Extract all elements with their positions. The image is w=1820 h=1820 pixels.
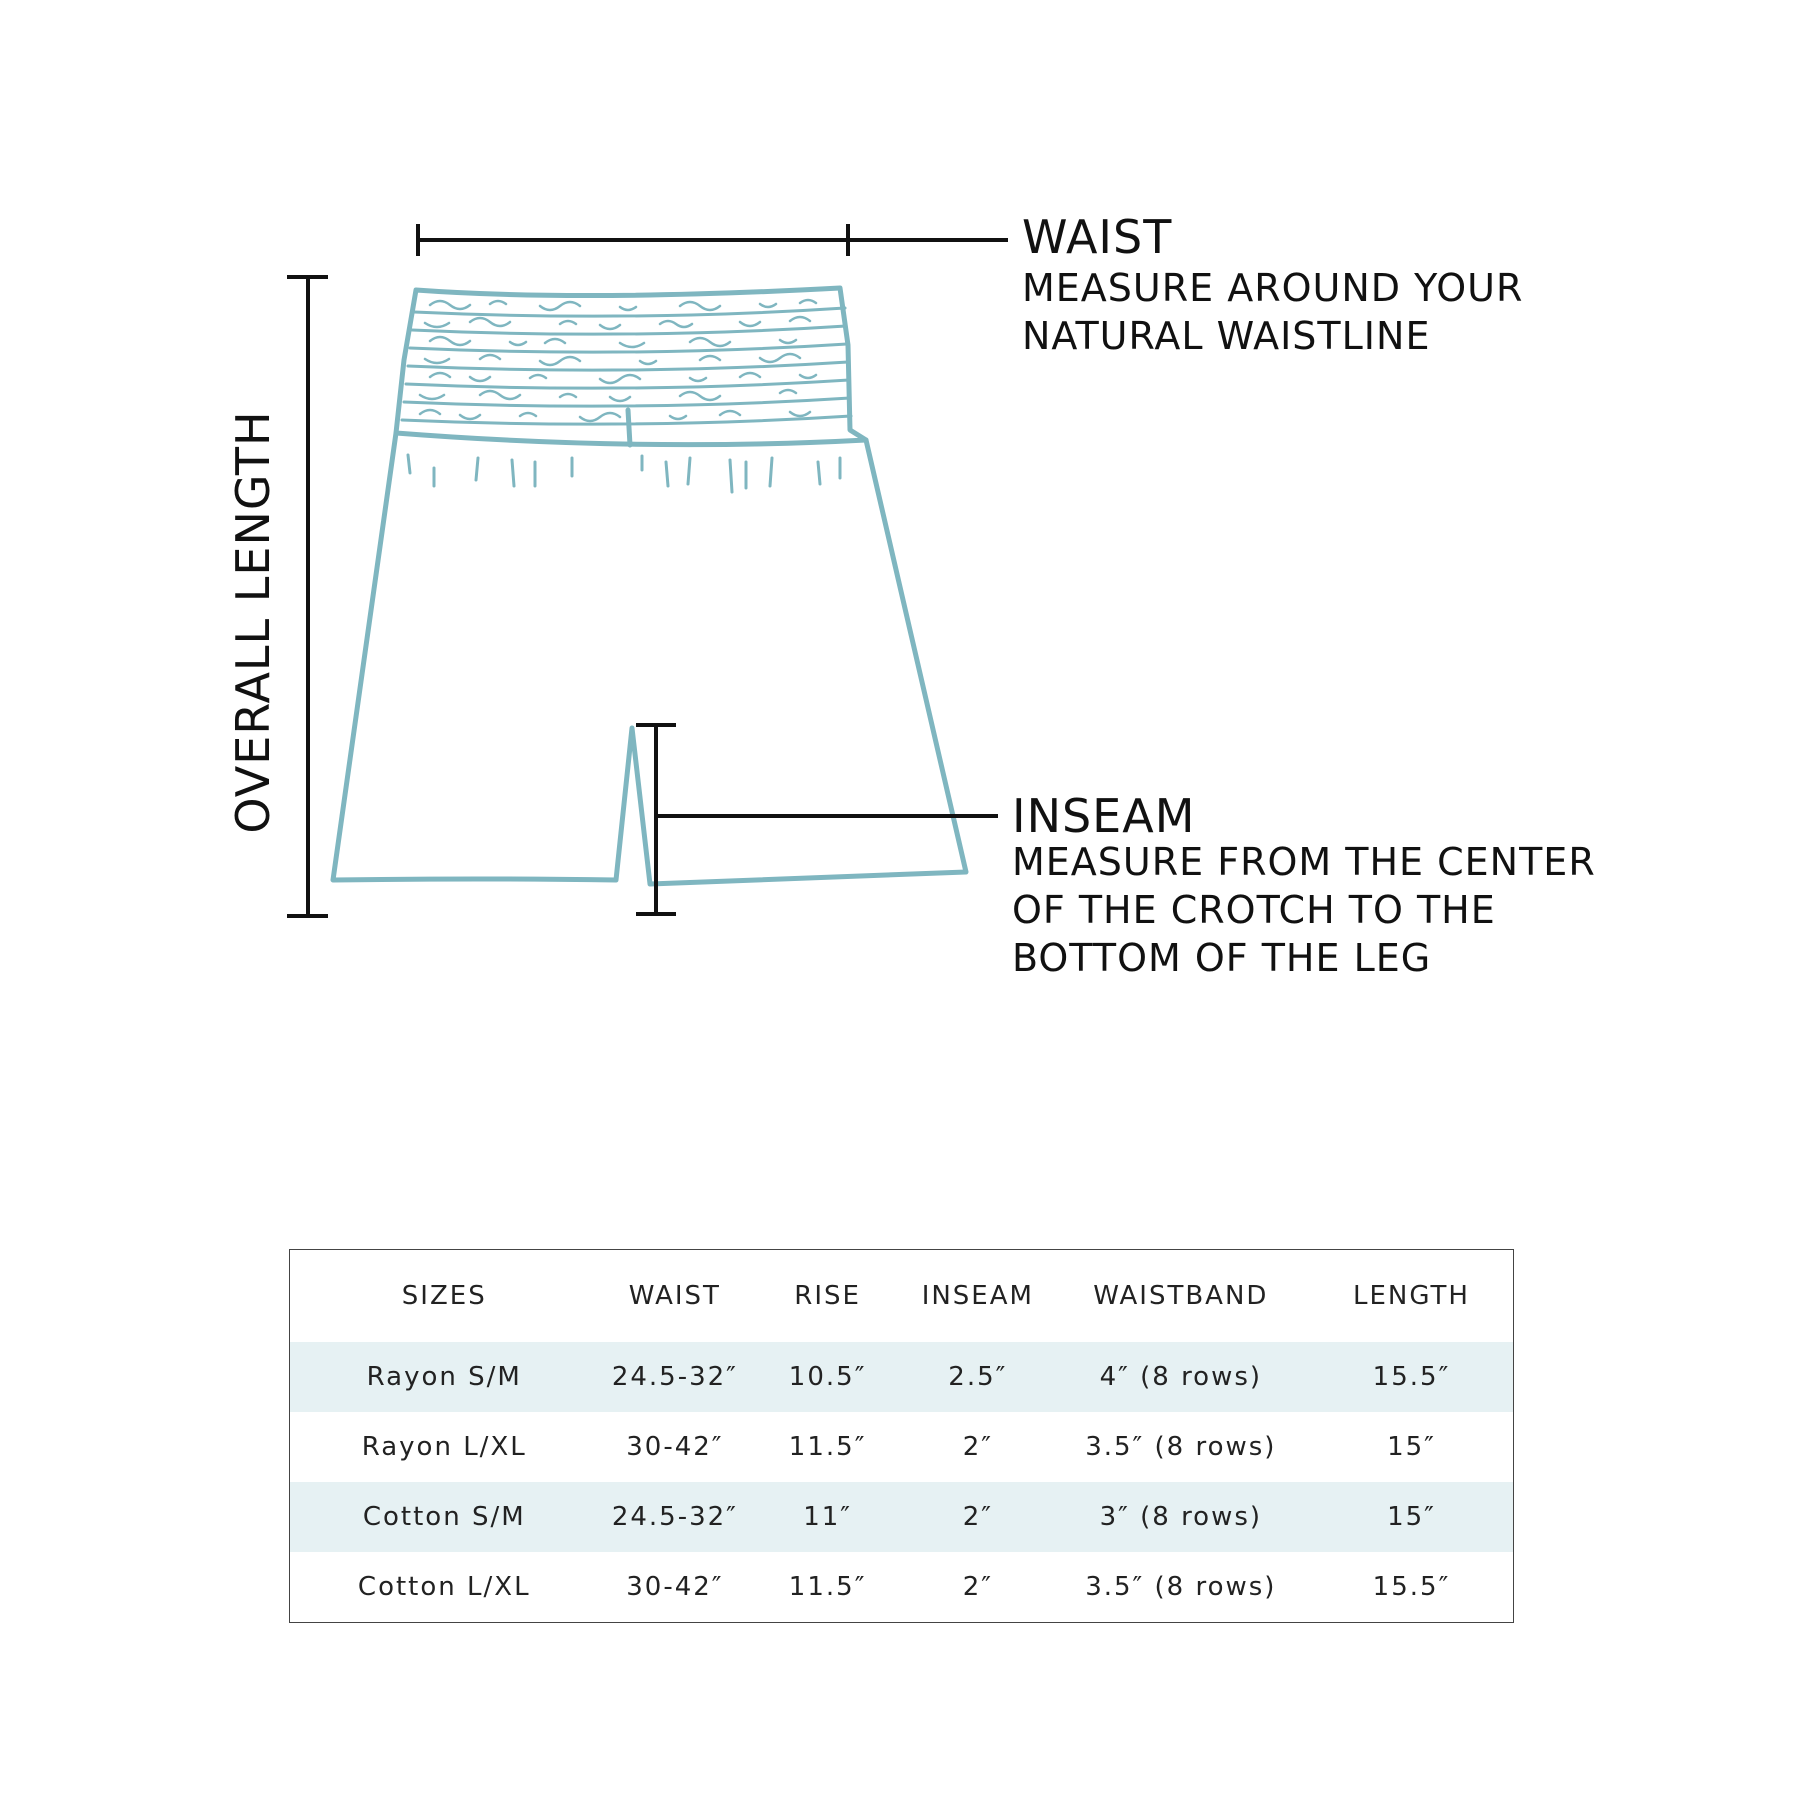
- table-row: [290, 1482, 1514, 1552]
- header-length: LENGTH: [1352, 1281, 1470, 1311]
- cell-waistband: 3.5″ (8 rows): [1085, 1572, 1277, 1602]
- header-waist: WAIST: [628, 1281, 721, 1311]
- cell-inseam: 2″: [962, 1572, 993, 1602]
- center-seam: [628, 410, 630, 445]
- table-row: [290, 1342, 1514, 1412]
- measurement-lines: [287, 224, 1008, 916]
- cell-waistband: 3″ (8 rows): [1099, 1502, 1263, 1532]
- cell-size: Cotton L/XL: [357, 1572, 531, 1602]
- table-row: [290, 1412, 1514, 1482]
- cell-size: Rayon L/XL: [361, 1432, 527, 1462]
- cell-rise: 10.5″: [788, 1362, 867, 1392]
- inseam-title: INSEAM: [1012, 789, 1196, 843]
- cell-size: Rayon S/M: [366, 1362, 522, 1392]
- waist-title: WAIST: [1022, 210, 1173, 264]
- gather-marks: [408, 455, 840, 492]
- cell-size: Cotton S/M: [362, 1502, 526, 1532]
- cell-rise: 11″: [803, 1502, 852, 1532]
- cell-waist: 30-42″: [626, 1432, 724, 1462]
- cell-rise: 11.5″: [788, 1572, 867, 1602]
- cell-waist: 30-42″: [626, 1572, 724, 1602]
- cell-length: 15″: [1387, 1502, 1436, 1532]
- header-rise: RISE: [794, 1281, 861, 1311]
- overall-length-label: OVERALL LENGTH: [226, 410, 280, 834]
- waist-description: MEASURE AROUND YOUR NATURAL WAISTLINE: [1022, 266, 1524, 358]
- waistband-ribs: [402, 308, 851, 424]
- shorts-illustration: [333, 288, 966, 884]
- cell-length: 15.5″: [1372, 1572, 1451, 1602]
- cell-inseam: 2″: [962, 1502, 993, 1532]
- cell-length: 15″: [1387, 1432, 1436, 1462]
- header-waistband: WAISTBAND: [1093, 1281, 1269, 1311]
- size-table: [289, 1249, 1514, 1623]
- table-row: [290, 1552, 1514, 1623]
- inseam-description: MEASURE FROM THE CENTER OF THE CROTCH TO THE BOTTOM OF THE LEG: [1012, 840, 1596, 980]
- cell-length: 15.5″: [1372, 1362, 1451, 1392]
- header-inseam: INSEAM: [921, 1281, 1034, 1311]
- cell-waist: 24.5-32″: [611, 1502, 738, 1532]
- header-sizes: SIZES: [401, 1281, 487, 1311]
- cell-waist: 24.5-32″: [611, 1362, 738, 1392]
- table-header-row: [290, 1250, 1514, 1343]
- cell-waistband: 4″ (8 rows): [1099, 1362, 1263, 1392]
- cell-inseam: 2.5″: [948, 1362, 1008, 1392]
- cell-waistband: 3.5″ (8 rows): [1085, 1432, 1277, 1462]
- cell-inseam: 2″: [962, 1432, 993, 1462]
- cell-rise: 11.5″: [788, 1432, 867, 1462]
